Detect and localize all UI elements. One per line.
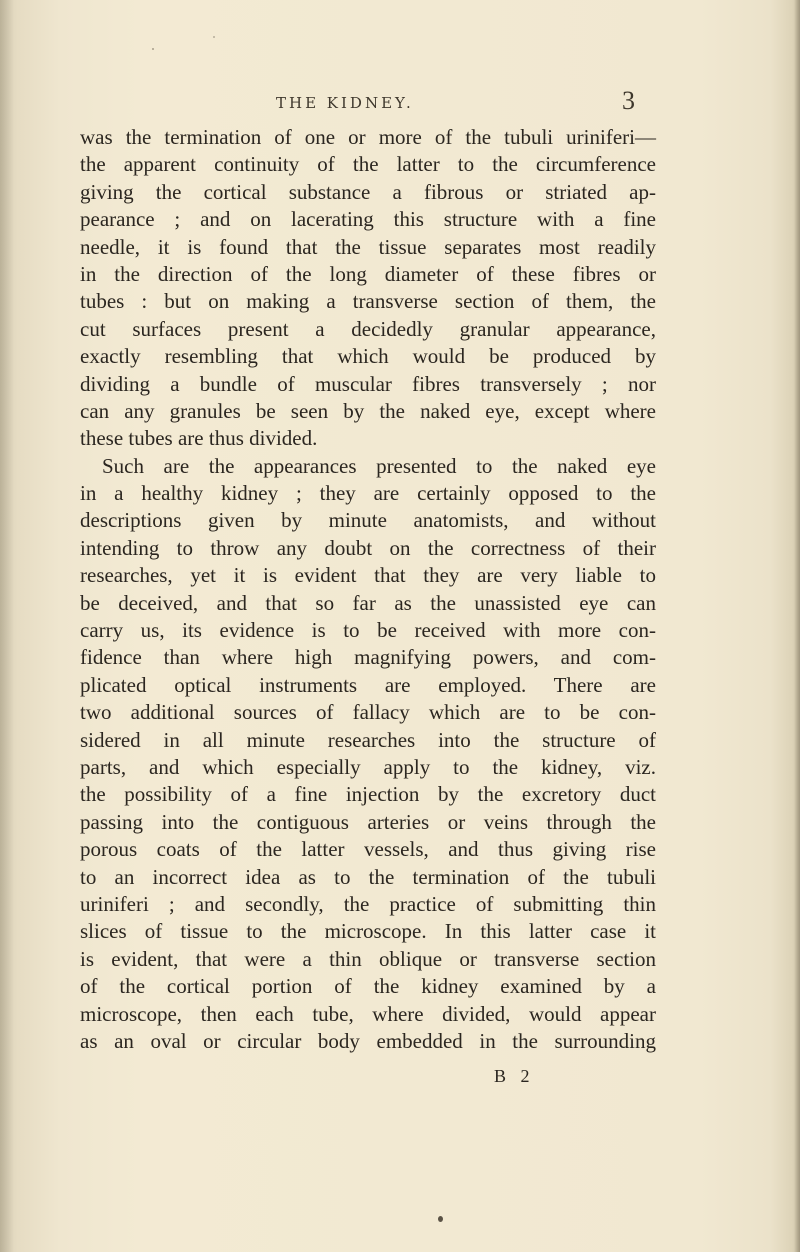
text-line: uriniferi ; and secondly, the practice of submitting thin (80, 891, 656, 916)
text-line: tubes : but on making a transverse section of them, the (80, 289, 656, 314)
text-line: in the direction of the long diameter of these fibres or (80, 261, 656, 286)
text-line: porous coats of the latter vessels, and thus giving rise (80, 837, 656, 862)
text-line: microscope, then each tube, where divided, would appear (80, 1001, 656, 1026)
text-line: giving the cortical substance a fibrous or striated ap- (80, 179, 656, 204)
text-line: cut surfaces present a decidedly granular appearance, (80, 316, 656, 341)
text-line: is evident, that were a thin oblique or transverse section (80, 946, 656, 971)
text-line: two additional sources of fallacy which are to be con- (80, 700, 656, 725)
text-line: dividing a bundle of muscular fibres transversely ; nor (80, 371, 656, 396)
running-title: THE KIDNEY. (276, 94, 414, 112)
text-line: intending to throw any doubt on the correctness of their (80, 535, 656, 560)
running-head (0, 86, 800, 124)
text-line: was the termination of one or more of the tubuli uriniferi— (80, 125, 656, 149)
text-line: sidered in all minute researches into the structure of (80, 727, 656, 752)
text-line: descriptions given by minute anatomists, and without (80, 508, 656, 533)
paragraph-end-line: these tubes are thus divided. (80, 426, 318, 451)
text-line: needle, it is found that the tissue separates most readily (80, 234, 656, 259)
text-line: plicated optical instruments are employed. There are (80, 672, 656, 697)
text-line: the apparent continuity of the latter to the circumference (80, 152, 656, 177)
text-line: slices of tissue to the microscope. In this latter case it (80, 919, 656, 944)
text-line: carry us, its evidence is to be received with more con- (80, 618, 656, 643)
text-line: passing into the contiguous arteries or veins through the (80, 809, 656, 834)
text-line: parts, and which especially apply to the kidney, viz. (80, 754, 656, 779)
text-line: of the cortical portion of the kidney examined by a (80, 974, 656, 999)
text-line: pearance ; and on lacerating this structure with a fine (80, 207, 656, 232)
signature-mark: B 2 (494, 1066, 535, 1086)
text-line: researches, yet it is evident that they are very liable to (80, 563, 656, 588)
text-line: to an incorrect idea as to the termination of the tubuli (80, 864, 656, 889)
ink-speck (152, 48, 154, 50)
ink-speck (438, 1216, 443, 1222)
body-text (80, 124, 656, 1055)
text-line: fidence than where high magnifying powers, and com- (80, 645, 656, 670)
text-line: in a healthy kidney ; they are certainly opposed to the (80, 481, 656, 506)
gutter-shadow (0, 0, 14, 1252)
text-line: be deceived, and that so far as the unassisted eye can (80, 590, 656, 615)
text-line: as an oval or circular body embedded in the surrounding (80, 1028, 656, 1053)
text-line: the possibility of a fine injection by the excretory duct (80, 782, 656, 807)
text-line: can any granules be seen by the naked eye, except where (80, 398, 656, 423)
text-line: exactly resembling that which would be produced by (80, 344, 656, 369)
ink-speck (213, 36, 215, 38)
page-number: 3 (622, 86, 635, 115)
paragraph-start-line: Such are the appearances presented to the naked eye (102, 453, 656, 478)
page-edge (794, 0, 800, 1252)
